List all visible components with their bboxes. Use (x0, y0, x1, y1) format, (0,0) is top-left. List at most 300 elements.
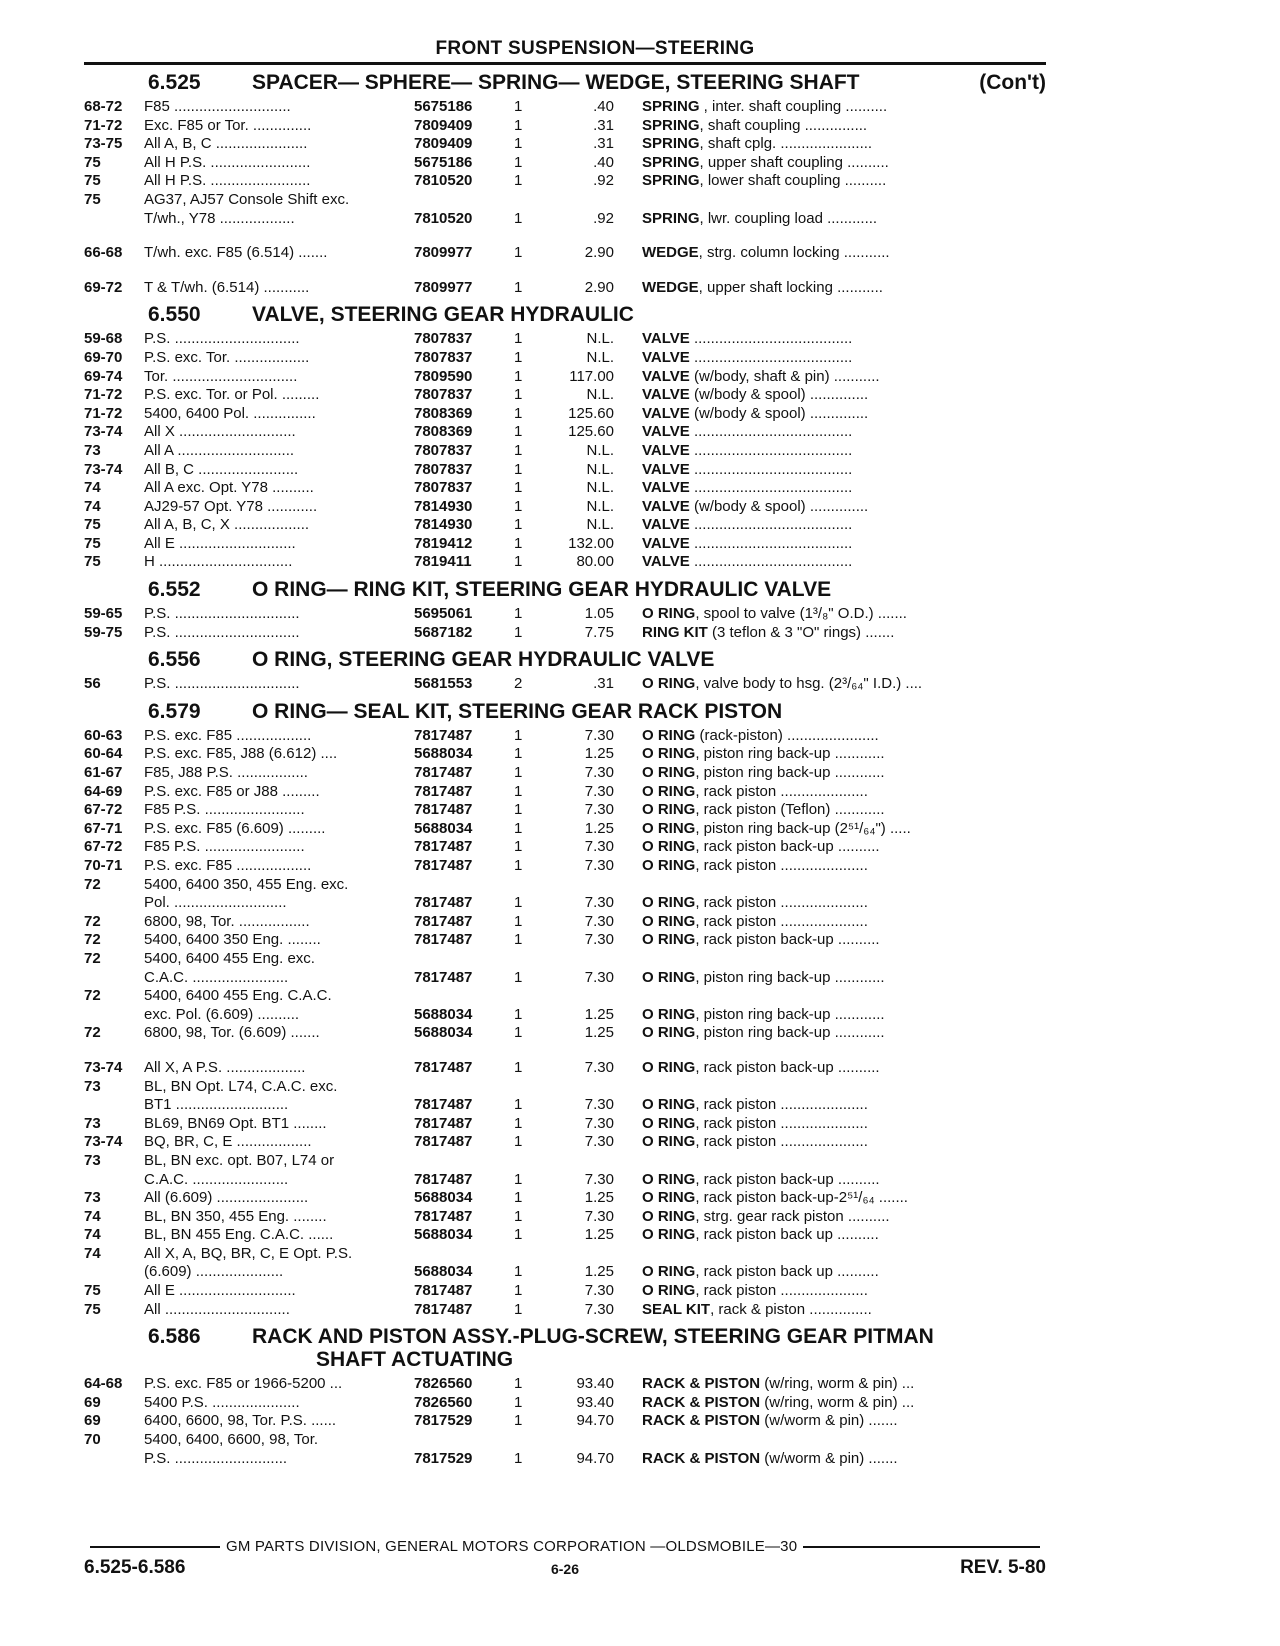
part-detail: , rack piston ..................... (695, 857, 868, 874)
price: 1.25 (584, 1189, 614, 1207)
section-title: O RING— RING KIT, STEERING GEAR HYDRAULIC VALVE (252, 578, 832, 602)
quantity: 1 (514, 1207, 523, 1225)
table-row (84, 969, 1046, 988)
table-row (84, 405, 1046, 424)
part-name: VALVE (642, 534, 690, 552)
part-number (414, 1152, 504, 1171)
description (642, 1115, 1046, 1134)
description (642, 764, 1046, 783)
section-heading (84, 700, 1046, 723)
part-name: O RING (642, 675, 696, 693)
description (642, 1096, 1046, 1115)
section-number: 6.586 (148, 1325, 201, 1349)
part-number: 7810520 (414, 172, 473, 190)
price: .31 (593, 135, 614, 153)
table-row (84, 442, 1046, 461)
application: P.S. exc. F85 .................. (144, 857, 312, 874)
quantity: 1 (514, 153, 523, 171)
price: 7.75 (584, 623, 614, 641)
price (554, 191, 642, 210)
price: 7.30 (584, 1207, 614, 1225)
quantity: 1 (514, 764, 523, 782)
model-year: 66-68 (84, 244, 123, 262)
part-number: 5675186 (414, 98, 473, 115)
sections-container (84, 71, 1046, 1468)
part-name: O RING (642, 745, 696, 763)
part-name: WEDGE (642, 244, 699, 262)
price: 7.30 (584, 726, 614, 744)
table-row (84, 1412, 1046, 1431)
part-name: SPRING (642, 209, 700, 227)
part-number: 7817487 (414, 1114, 473, 1132)
application: P.S. exc. F85 or J88 ......... (144, 782, 320, 800)
price: 7.30 (584, 968, 614, 986)
description (642, 244, 1046, 263)
price: 7.30 (584, 764, 614, 782)
page-footer (84, 1538, 1046, 1583)
price (554, 1245, 642, 1264)
model-year: 69 (84, 1393, 101, 1411)
application: 6400, 6600, 98, Tor. P.S. ...... (144, 1412, 337, 1430)
table-row (84, 1431, 1046, 1450)
part-detail: , rack piston ..................... (695, 1133, 868, 1151)
model-year: 75 (84, 534, 101, 552)
quantity: 1 (514, 1189, 523, 1207)
application: All A, B, C, X .................. (144, 516, 310, 534)
model-year: 73 (84, 1077, 101, 1095)
part-number (414, 1078, 504, 1097)
part-name: O RING (642, 912, 696, 930)
table-row (84, 1208, 1046, 1227)
description (642, 1245, 1046, 1264)
model-year: 70 (84, 1431, 101, 1449)
model-year: 74 (84, 479, 101, 497)
price (554, 876, 642, 895)
model-year: 67-71 (84, 819, 123, 837)
quantity (504, 1078, 554, 1097)
quantity (504, 1152, 554, 1171)
part-number: 7819412 (414, 534, 473, 552)
description (642, 210, 1046, 229)
table-row (84, 675, 1046, 694)
price: 7.30 (584, 1300, 614, 1318)
application: T/wh. exc. F85 (6.514) ....... (144, 244, 328, 262)
price: 7.30 (584, 801, 614, 819)
model-year: 60-63 (84, 726, 123, 744)
part-detail: , strg. column locking ........... (698, 244, 890, 262)
description (642, 675, 1046, 694)
part-name: VALVE (642, 497, 690, 515)
table-row (84, 894, 1046, 913)
price: 1.25 (584, 819, 614, 837)
application: BL, BN exc. opt. B07, L74 or (144, 1151, 335, 1169)
table-row (84, 1133, 1046, 1152)
part-name: VALVE (642, 441, 690, 459)
description (642, 987, 1046, 1006)
quantity: 1 (514, 98, 523, 115)
table-row (84, 605, 1046, 624)
part-name: O RING (642, 1114, 696, 1132)
section-6-556 (84, 648, 1046, 694)
table-row (84, 516, 1046, 535)
part-number: 5675186 (414, 153, 473, 171)
application: All X, A, BQ, BR, C, E Opt. P.S. (144, 1244, 353, 1262)
quantity: 1 (514, 912, 523, 930)
section-heading (84, 578, 1046, 601)
part-name: VALVE (642, 386, 690, 404)
table-row (84, 857, 1046, 876)
quantity: 1 (514, 1005, 523, 1023)
section-number: 6.525 (148, 71, 201, 94)
description (642, 1078, 1046, 1097)
part-detail: ...................................... (689, 423, 853, 441)
part-name: SPRING (642, 172, 700, 190)
application: BL, BN 455 Eng. C.A.C. ...... (144, 1226, 334, 1244)
application: P.S. exc. F85, J88 (6.612) .... (144, 745, 338, 763)
footer-line (84, 1538, 1046, 1555)
description (642, 553, 1046, 572)
application: P.S. .............................. (144, 605, 300, 623)
model-year (84, 1263, 144, 1282)
description (642, 191, 1046, 210)
table-row (84, 279, 1046, 298)
quantity: 1 (514, 386, 523, 404)
part-name: O RING (642, 1005, 696, 1023)
price: 7.30 (584, 1133, 614, 1151)
price: 7.30 (584, 838, 614, 856)
section-continued: (Con't) (979, 71, 1046, 94)
price: 7.30 (584, 931, 614, 949)
table-row (84, 423, 1046, 442)
part-name: O RING (642, 801, 696, 819)
application: BL, BN 350, 455 Eng. ........ (144, 1207, 327, 1225)
part-number: 5687182 (414, 623, 473, 641)
part-name: RACK & PISTON (642, 1393, 761, 1411)
price: N.L. (586, 497, 614, 515)
part-name: WEDGE (642, 278, 699, 296)
application: F85 P.S. ........................ (144, 838, 305, 856)
part-number: 7810520 (414, 209, 473, 227)
part-detail: , lwr. coupling load ............ (699, 209, 878, 227)
part-detail: , rack piston back-up .......... (695, 931, 880, 949)
part-name: VALVE (642, 479, 690, 497)
model-year: 73 (84, 1114, 101, 1132)
quantity: 1 (514, 931, 523, 949)
quantity: 1 (514, 1170, 523, 1188)
part-number: 5688034 (414, 819, 473, 837)
price: 1.05 (584, 605, 614, 623)
part-detail: , rack piston back up .......... (695, 1226, 879, 1244)
section-title-continued: SHAFT ACTUATING (316, 1348, 514, 1372)
quantity (504, 1431, 554, 1450)
part-name: O RING (642, 819, 696, 837)
quantity: 1 (514, 1114, 523, 1132)
part-detail: , shaft coupling ............... (699, 116, 868, 134)
part-number: 7809977 (414, 278, 473, 296)
price: 125.60 (568, 404, 614, 422)
table-row (84, 1152, 1046, 1171)
table-row (84, 210, 1046, 229)
application: P.S. ........................... (144, 1449, 288, 1467)
part-name: VALVE (642, 553, 690, 571)
part-number: 7807837 (414, 460, 473, 478)
quantity: 1 (514, 782, 523, 800)
quantity: 1 (514, 857, 523, 874)
description (642, 931, 1046, 950)
application: BL69, BN69 Opt. BT1 ........ (144, 1114, 327, 1132)
price: 1.25 (584, 1005, 614, 1023)
part-detail: , piston ring back-up ............ (695, 1005, 885, 1023)
part-number: 7817487 (414, 1170, 473, 1188)
price: N.L. (586, 330, 614, 348)
application: P.S. exc. Tor. .................. (144, 348, 310, 366)
table-row (84, 1375, 1046, 1394)
application: All A, B, C ...................... (144, 135, 308, 153)
quantity: 1 (514, 1226, 523, 1244)
part-detail: , shaft cplg. ...................... (699, 135, 873, 153)
part-name: RING KIT (642, 623, 708, 641)
description (642, 801, 1046, 820)
application: BQ, BR, C, E .................. (144, 1133, 312, 1151)
model-year: 75 (84, 553, 101, 571)
price: 1.25 (584, 1024, 614, 1042)
description (642, 1301, 1046, 1320)
model-year: 75 (84, 190, 101, 208)
model-year (84, 894, 144, 913)
model-year: 69 (84, 1412, 101, 1430)
table-row (84, 368, 1046, 387)
description (642, 423, 1046, 442)
price: 94.70 (576, 1412, 614, 1430)
part-number: 7826560 (414, 1375, 473, 1393)
model-year: 73 (84, 441, 101, 459)
part-number (414, 191, 504, 210)
part-number (414, 950, 504, 969)
part-number: 5688034 (414, 1005, 473, 1023)
price (554, 1152, 642, 1171)
description (642, 913, 1046, 932)
quantity: 1 (514, 404, 523, 422)
part-number (414, 987, 504, 1006)
part-number: 5688034 (414, 1263, 473, 1281)
model-year: 69-74 (84, 367, 123, 385)
part-detail: (w/body & spool) .............. (689, 497, 869, 515)
model-year: 67-72 (84, 838, 123, 856)
application: C.A.C. ....................... (144, 1170, 289, 1188)
part-number: 7817487 (414, 764, 473, 782)
quantity: 1 (514, 1393, 523, 1411)
part-detail: ...................................... (689, 441, 853, 459)
price (554, 950, 642, 969)
application: All E ............................ (144, 534, 296, 552)
price: 7.30 (584, 1170, 614, 1188)
part-number: 7814930 (414, 516, 473, 534)
section-6-552 (84, 578, 1046, 642)
part-detail: (rack-piston) ...................... (695, 726, 879, 744)
part-number: 7817487 (414, 801, 473, 819)
model-year (84, 1096, 144, 1115)
quantity: 1 (514, 745, 523, 763)
part-number (414, 876, 504, 895)
footer-publisher: GM PARTS DIVISION, GENERAL MOTORS CORPORATION —OLDSMOBILE—30 (226, 1538, 798, 1555)
description (642, 727, 1046, 746)
part-number: 7817487 (414, 1058, 473, 1076)
application: 6800, 98, Tor. ................. (144, 912, 310, 930)
table-row (84, 764, 1046, 783)
application: P.S. .............................. (144, 330, 300, 348)
part-detail: , rack & piston ............... (710, 1300, 872, 1318)
model-year: 73-74 (84, 1133, 123, 1151)
quantity: 1 (514, 1263, 523, 1281)
application: H ................................ (144, 553, 293, 571)
application: All B, C ........................ (144, 460, 299, 478)
table-row (84, 498, 1046, 517)
description (642, 820, 1046, 839)
price: 125.60 (568, 423, 614, 441)
description (642, 154, 1046, 173)
table-row (84, 1226, 1046, 1245)
part-name: O RING (642, 1263, 696, 1281)
part-number: 7809409 (414, 116, 473, 134)
part-name: SPRING (642, 153, 700, 171)
description (642, 479, 1046, 498)
part-name: SPRING (642, 98, 700, 115)
quantity: 1 (514, 479, 523, 497)
part-name: O RING (642, 931, 696, 949)
part-detail: , piston ring back-up ............ (695, 745, 885, 763)
price: 7.30 (584, 912, 614, 930)
price: N.L. (586, 460, 614, 478)
section-heading (84, 303, 1046, 326)
model-year: 69-70 (84, 348, 123, 366)
part-number: 7809977 (414, 244, 473, 262)
part-number: 7809409 (414, 135, 473, 153)
section-number: 6.552 (148, 578, 201, 602)
part-name: VALVE (642, 367, 690, 385)
description (642, 1024, 1046, 1043)
description (642, 1006, 1046, 1025)
table-row (84, 1189, 1046, 1208)
description (642, 1412, 1046, 1431)
price: N.L. (586, 479, 614, 497)
description (642, 1152, 1046, 1171)
section-heading (84, 1325, 1046, 1371)
model-year: 64-69 (84, 782, 123, 800)
quantity: 1 (514, 1024, 523, 1042)
part-number: 7817487 (414, 857, 473, 874)
part-name: RACK & PISTON (642, 1449, 761, 1467)
table-row (84, 479, 1046, 498)
part-number: 7817487 (414, 968, 473, 986)
model-year: 75 (84, 172, 101, 190)
table-row (84, 330, 1046, 349)
table-row (84, 1394, 1046, 1413)
application: (6.609) ..................... (144, 1263, 284, 1281)
page-title: FRONT SUSPENSION—STEERING (435, 38, 755, 59)
catalog-page (84, 38, 1046, 1468)
part-detail: , rack piston ..................... (695, 912, 868, 930)
application: 5400, 6400 Pol. ............... (144, 404, 316, 422)
part-detail: ...................................... (689, 348, 853, 366)
table-row (84, 244, 1046, 263)
part-number: 7817487 (414, 782, 473, 800)
footer-page-number: 6-26 (550, 1561, 580, 1577)
price: .92 (593, 209, 614, 227)
part-detail: ...................................... (689, 479, 853, 497)
part-name: O RING (642, 1282, 696, 1300)
part-name: VALVE (642, 423, 690, 441)
model-year (84, 969, 144, 988)
part-detail: , lower shaft coupling .......... (699, 172, 887, 190)
table-row (84, 1282, 1046, 1301)
price: .40 (593, 98, 614, 115)
part-name: VALVE (642, 348, 690, 366)
price: 1.25 (584, 1226, 614, 1244)
part-name: O RING (642, 857, 696, 874)
model-year: 72 (84, 1024, 101, 1042)
model-year: 74 (84, 1244, 101, 1262)
model-year: 60-64 (84, 745, 123, 763)
section-number: 6.579 (148, 699, 201, 723)
model-year: 73-74 (84, 423, 123, 441)
part-number: 7817487 (414, 1282, 473, 1300)
part-number: 5695061 (414, 605, 473, 623)
description (642, 135, 1046, 154)
application: BL, BN Opt. L74, C.A.C. exc. (144, 1077, 338, 1095)
price: 2.90 (584, 278, 614, 296)
part-name: SPRING (642, 135, 700, 153)
description (642, 838, 1046, 857)
quantity: 1 (514, 726, 523, 744)
application: F85 P.S. ........................ (144, 801, 305, 819)
part-detail: , rack piston ..................... (695, 894, 868, 912)
part-number: 7826560 (414, 1393, 473, 1411)
part-number: 7814930 (414, 497, 473, 515)
table-row (84, 820, 1046, 839)
application: All H P.S. ........................ (144, 153, 311, 171)
application: BT1 ........................... (144, 1096, 289, 1114)
part-number: 7819411 (414, 553, 472, 571)
table-row (84, 624, 1046, 643)
part-name: O RING (642, 1226, 696, 1244)
application: Pol. ........................... (144, 894, 287, 912)
price: 7.30 (584, 894, 614, 912)
application: All E ............................ (144, 1282, 296, 1300)
part-name: O RING (642, 1058, 696, 1076)
description (642, 349, 1046, 368)
part-number: 7817487 (414, 894, 473, 912)
application: AG37, AJ57 Console Shift exc. (144, 190, 350, 208)
section-6-525 (84, 71, 1046, 297)
quantity: 1 (514, 1300, 523, 1318)
table-row (84, 553, 1046, 572)
part-detail: ...................................... (689, 460, 853, 478)
table-row (84, 950, 1046, 969)
part-name: O RING (642, 894, 696, 912)
part-number: 5688034 (414, 1024, 473, 1042)
part-number: 7807837 (414, 386, 473, 404)
row-spacer (84, 263, 1046, 279)
description (642, 172, 1046, 191)
table-row (84, 1245, 1046, 1264)
table-row (84, 931, 1046, 950)
application: All A ............................ (144, 441, 295, 459)
application: exc. Pol. (6.609) .......... (144, 1005, 300, 1023)
part-name: O RING (642, 1207, 696, 1225)
part-detail: , rack piston ..................... (695, 782, 868, 800)
price: 7.30 (584, 857, 614, 874)
part-detail: (w/ring, worm & pin) ... (760, 1393, 915, 1411)
